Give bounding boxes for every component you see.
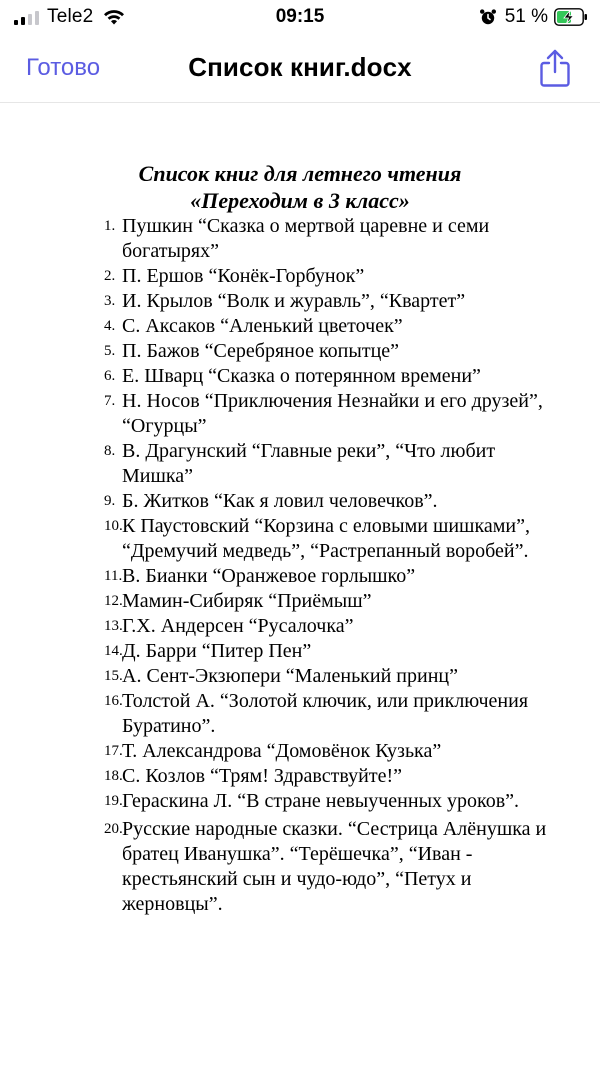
- list-item: [0, 689, 600, 739]
- list-item-text: Толстой А. “Золотой ключик, или приключения Буратино”.: [122, 690, 529, 737]
- list-item: [0, 339, 600, 364]
- list-item-number: 10.: [104, 518, 123, 534]
- list-item-number: 18.: [104, 768, 123, 784]
- list-item-text: А. Сент-Экзюпери “Маленький принц”: [122, 665, 458, 687]
- list-item-number: 8.: [104, 443, 116, 459]
- list-item: [0, 289, 600, 314]
- list-item: [0, 664, 600, 689]
- list-item-number: 3.: [104, 293, 116, 309]
- list-item-number: 7.: [104, 393, 116, 409]
- list-item: [0, 364, 600, 389]
- list-item-text: Д. Барри “Питер Пен”: [122, 640, 312, 662]
- status-right: [479, 6, 588, 28]
- list-item: [0, 389, 600, 439]
- list-item-text: Н. Носов “Приключения Незнайки и его друзей”, “Огурцы”: [122, 390, 543, 437]
- document-heading: [0, 160, 600, 214]
- list-item-number: 12.: [104, 593, 123, 609]
- list-item: [0, 214, 600, 264]
- share-icon: [538, 48, 572, 88]
- list-item: [0, 564, 600, 589]
- list-item-number: 1.: [104, 218, 116, 234]
- list-item-text: Е. Шварц “Сказка о потерянном времени”: [122, 365, 481, 387]
- heading-line-2: «Переходим в 3 класс»: [190, 188, 410, 213]
- list-item-text: К Паустовский “Корзина с еловыми шишками”, “Дремучий медведь”, “Растрепанный воробей”.: [122, 515, 530, 562]
- list-item-text: Б. Житков “Как я ловил человечков”.: [122, 490, 438, 512]
- list-item-text: С. Козлов “Трям! Здравствуйте!”: [122, 765, 402, 787]
- list-item-number: 13.: [104, 618, 123, 634]
- navigation-bar: [0, 34, 600, 103]
- list-item: [0, 489, 600, 514]
- list-item-text: Пушкин “Сказка о мертвой царевне и семи богатырях”: [122, 215, 490, 262]
- list-item-text: С. Аксаков “Аленький цветочек”: [122, 315, 403, 337]
- list-item-text: П. Ершов “Конёк-Горбунок”: [122, 265, 365, 287]
- list-item: [0, 739, 600, 764]
- list-item-text: Т. Александрова “Домовёнок Кузька”: [122, 740, 442, 762]
- heading-line-1: Список книг для летнего чтения: [138, 161, 462, 186]
- list-item-number: 9.: [104, 493, 116, 509]
- list-item-text: И. Крылов “Волк и журавль”, “Квартет”: [122, 290, 466, 312]
- list-item-number: 6.: [104, 368, 116, 384]
- list-item-text: Г.Х. Андерсен “Русалочка”: [122, 615, 354, 637]
- list-item: [0, 764, 600, 789]
- battery-charging-icon: [554, 8, 588, 26]
- book-list: [0, 214, 600, 917]
- list-item-text: В. Бианки “Оранжевое горлышко”: [122, 565, 416, 587]
- list-item: [0, 639, 600, 664]
- done-button[interactable]: Готово: [26, 54, 101, 81]
- list-item-number: 11.: [104, 568, 123, 584]
- battery-percentage: 51 %: [504, 6, 548, 27]
- carrier-name: Tele2: [47, 6, 94, 27]
- list-item-number: 15.: [104, 668, 123, 684]
- status-bar: [0, 0, 600, 34]
- list-item-text: Гераскина Л. “В стране невыученных уроков”.: [122, 790, 520, 812]
- list-item-number: 20.: [104, 821, 123, 837]
- list-item-number: 17.: [104, 743, 123, 759]
- share-button[interactable]: [538, 48, 572, 88]
- status-time: 09:15: [275, 6, 325, 27]
- list-item-number: 19.: [104, 793, 123, 809]
- list-item: [0, 789, 600, 814]
- list-item: [0, 514, 600, 564]
- list-item-text: П. Бажов “Серебряное копытце”: [122, 340, 400, 362]
- list-item: [0, 589, 600, 614]
- list-item: [0, 817, 600, 917]
- list-item: [0, 314, 600, 339]
- alarm-icon: [479, 8, 497, 26]
- list-item-number: 4.: [104, 318, 116, 334]
- list-item-number: 16.: [104, 693, 123, 709]
- list-item-text: Русские народные сказки. “Сестрица Алёнушка и братец Иванушка”. “Терёшечка”, “Иван - крестьянский сын и чудо-юдо”, “Петух и жерновцы”.: [122, 818, 547, 915]
- list-item-text: Мамин-Сибиряк “Приёмыш”: [122, 590, 372, 612]
- list-item-number: 14.: [104, 643, 123, 659]
- list-item-number: 2.: [104, 268, 116, 284]
- list-item: [0, 614, 600, 639]
- document-title: Список книг.docx: [188, 52, 412, 82]
- list-item-text: В. Драгунский “Главные реки”, “Что любит Мишка”: [122, 440, 496, 487]
- list-item-number: 5.: [104, 343, 116, 359]
- list-item: [0, 439, 600, 489]
- list-item: [0, 264, 600, 289]
